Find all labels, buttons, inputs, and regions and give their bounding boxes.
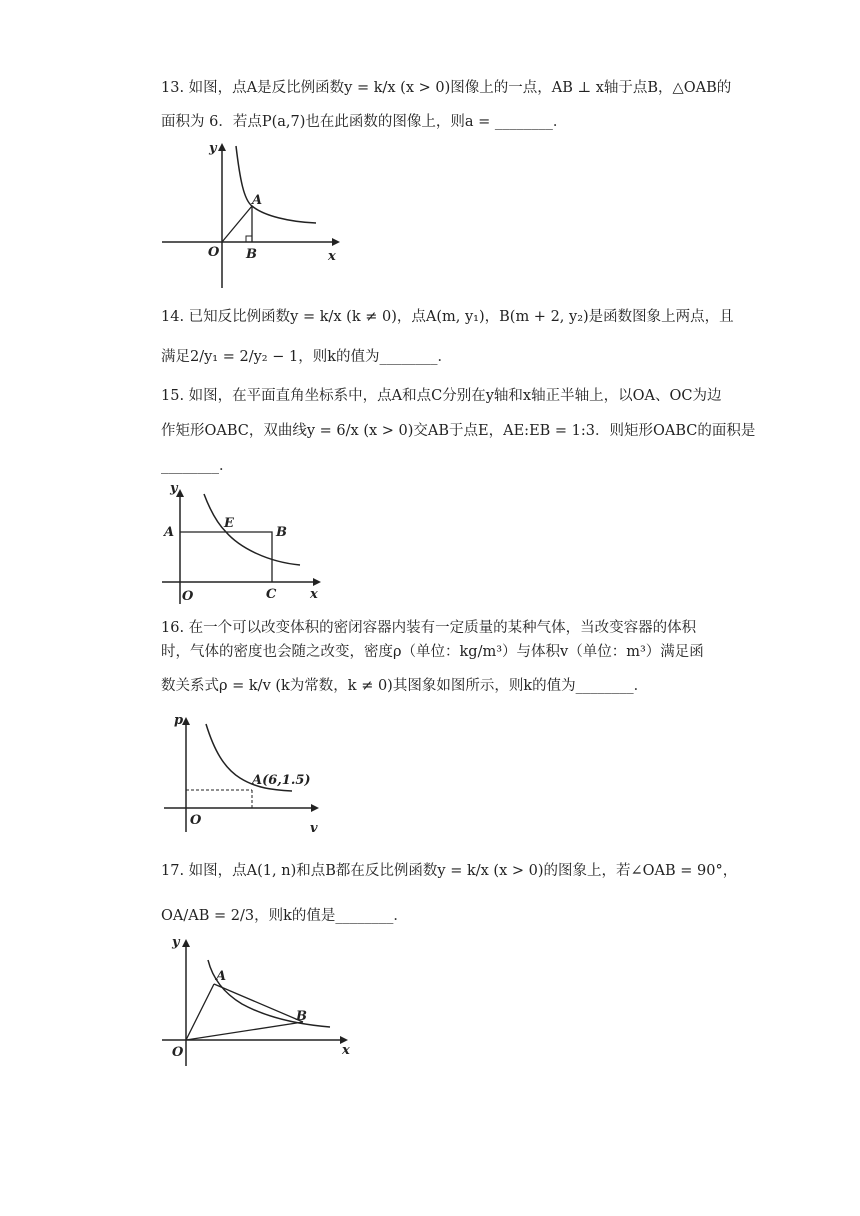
fig16-a-label: A(6,1.5): [252, 773, 311, 788]
fig15-y-label: y: [170, 481, 178, 496]
problem-16-line-1: 16. 在一个可以改变体积的密闭容器内装有一定质量的某种气体，当改变容器的体积: [161, 620, 697, 636]
fig17-o-label: O: [172, 1045, 184, 1060]
fig17-a-label: A: [216, 969, 227, 984]
problem-16-line-2: 时，气体的密度也会随之改变，密度ρ（单位：kg/m³）与体积v（单位：m³）满足函: [161, 644, 704, 660]
fig13-x-label: x: [328, 249, 336, 264]
fig17-b-label: B: [296, 1009, 307, 1024]
fig16-p-label: p: [174, 713, 184, 728]
problem-17-figure: [160, 930, 360, 1070]
problem-15-figure: [158, 480, 328, 608]
problem-15-line-2: 作矩形OABC，双曲线y = 6/x (x > 0)交AB于点E，AE:EB = 1:3．则矩形OABC的面积是: [161, 423, 756, 439]
fig13-b-label: B: [246, 247, 257, 262]
fig13-y-label: y: [209, 141, 217, 156]
problem-15-line-1: 15. 如图，在平面直角坐标系中，点A和点C分别在y轴和x轴正半轴上，以OA、OC为边: [161, 388, 722, 404]
fig15-e-label: E: [224, 516, 234, 531]
problem-13-line-2: 面积为 6．若点P(a,7)也在此函数的图像上，则a = ________．: [161, 114, 568, 130]
fig15-c-label: C: [266, 587, 277, 602]
problem-14-line-1: 14. 已知反比例函数y = k/x (k ≠ 0)，点A(m, y₁)，B(m + 2, y₂)是函数图象上两点，且: [161, 309, 734, 325]
problem-14-line-2: 满足2/y₁ = 2/y₂ − 1，则k的值为________．: [161, 349, 452, 365]
fig13-o-label: O: [208, 245, 220, 260]
problem-13-line-1: 13. 如图，点A是反比例函数y = k/x (x > 0)图像上的一点，AB ⊥ x轴于点B，△OAB的: [161, 80, 732, 96]
fig16-o-label: O: [190, 813, 202, 828]
problem-17-line-2: OA/AB = 2/3，则k的值是________．: [161, 908, 408, 924]
problem-13-figure: [160, 140, 350, 290]
problem-16-line-3: 数关系式ρ = k/v (k为常数，k ≠ 0)其图象如图所示，则k的值为________．: [161, 678, 649, 694]
fig15-o-label: O: [182, 589, 194, 604]
fig15-a-label: A: [164, 525, 175, 540]
fig17-y-label: y: [172, 935, 180, 950]
fig15-x-label: x: [310, 587, 318, 602]
problem-15-line-3: ________．: [161, 458, 234, 474]
problem-16-figure: [160, 710, 335, 835]
problem-17-line-1: 17. 如图，点A(1, n)和点B都在反比例函数y = k/x (x > 0)的图象上，若∠OAB = 90°，: [161, 863, 738, 879]
fig15-b-label: B: [276, 525, 287, 540]
fig16-v-label: v: [310, 821, 318, 835]
fig13-a-label: A: [252, 193, 263, 208]
fig17-x-label: x: [342, 1043, 350, 1058]
